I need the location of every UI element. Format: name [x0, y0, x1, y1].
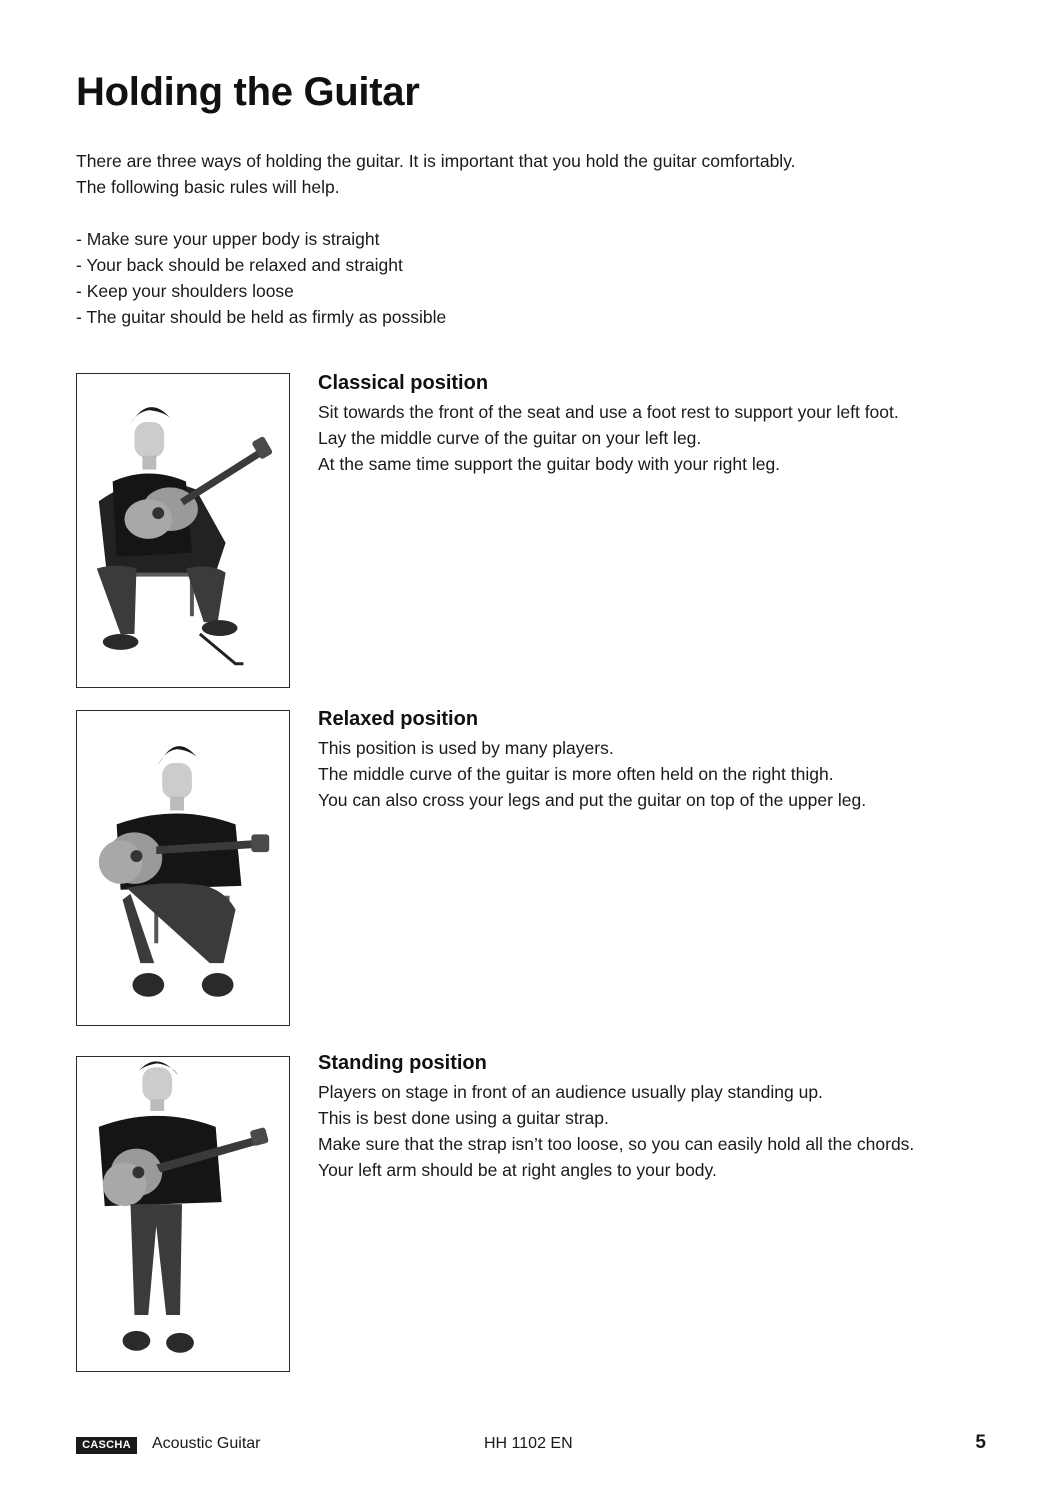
rule-item: - Make sure your upper body is straight: [76, 229, 380, 249]
section-line: You can also cross your legs and put the guitar on top of the upper leg.: [318, 790, 867, 810]
footer-title: Acoustic Guitar: [152, 1435, 261, 1452]
standing-position-photo: [76, 1056, 290, 1372]
section-line: Players on stage in front of an audience usually play standing up.: [318, 1082, 823, 1102]
section-heading: Relaxed position: [318, 708, 479, 730]
section-line: This is best done using a guitar strap.: [318, 1108, 609, 1128]
relaxed-position-section: [318, 707, 998, 813]
intro-text: [76, 148, 976, 200]
standing-guitarist-figure: [77, 1057, 289, 1371]
seated-guitarist-figure: [77, 711, 289, 1025]
intro-line: The following basic rules will help.: [76, 177, 340, 197]
brand-logo: CASCHA: [76, 1437, 137, 1454]
section-line: At the same time support the guitar body with your right leg.: [318, 454, 781, 474]
rule-item: - The guitar should be held as firmly as possible: [76, 307, 447, 327]
section-line: The middle curve of the guitar is more often held on the right thigh.: [318, 764, 834, 784]
section-line: Your left arm should be at right angles to your body.: [318, 1160, 717, 1180]
seated-guitarist-figure: [77, 374, 289, 687]
rule-item: - Keep your shoulders loose: [76, 281, 294, 301]
section-heading: Classical position: [318, 372, 489, 394]
section-line: Make sure that the strap isn’t too loose, so you can easily hold all the chords.: [318, 1134, 915, 1154]
section-line: Lay the middle curve of the guitar on your left leg.: [318, 428, 702, 448]
page-number: 5: [975, 1432, 986, 1453]
basic-rules-list: [76, 226, 446, 330]
rule-item: - Your back should be relaxed and straight: [76, 255, 403, 275]
page-footer: [76, 1434, 986, 1458]
standing-position-section: [318, 1051, 998, 1183]
section-line: Sit towards the front of the seat and use a foot rest to support your left foot.: [318, 402, 899, 422]
intro-line: There are three ways of holding the guitar. It is important that you hold the guitar comfortably.: [76, 151, 796, 171]
relaxed-position-photo: [76, 710, 290, 1026]
footer-product-code: HH 1102 EN: [484, 1435, 573, 1452]
section-heading: Standing position: [318, 1052, 487, 1074]
classical-position-section: [318, 371, 998, 477]
page-title: Holding the Guitar: [76, 70, 420, 114]
classical-position-photo: [76, 373, 290, 688]
section-line: This position is used by many players.: [318, 738, 614, 758]
